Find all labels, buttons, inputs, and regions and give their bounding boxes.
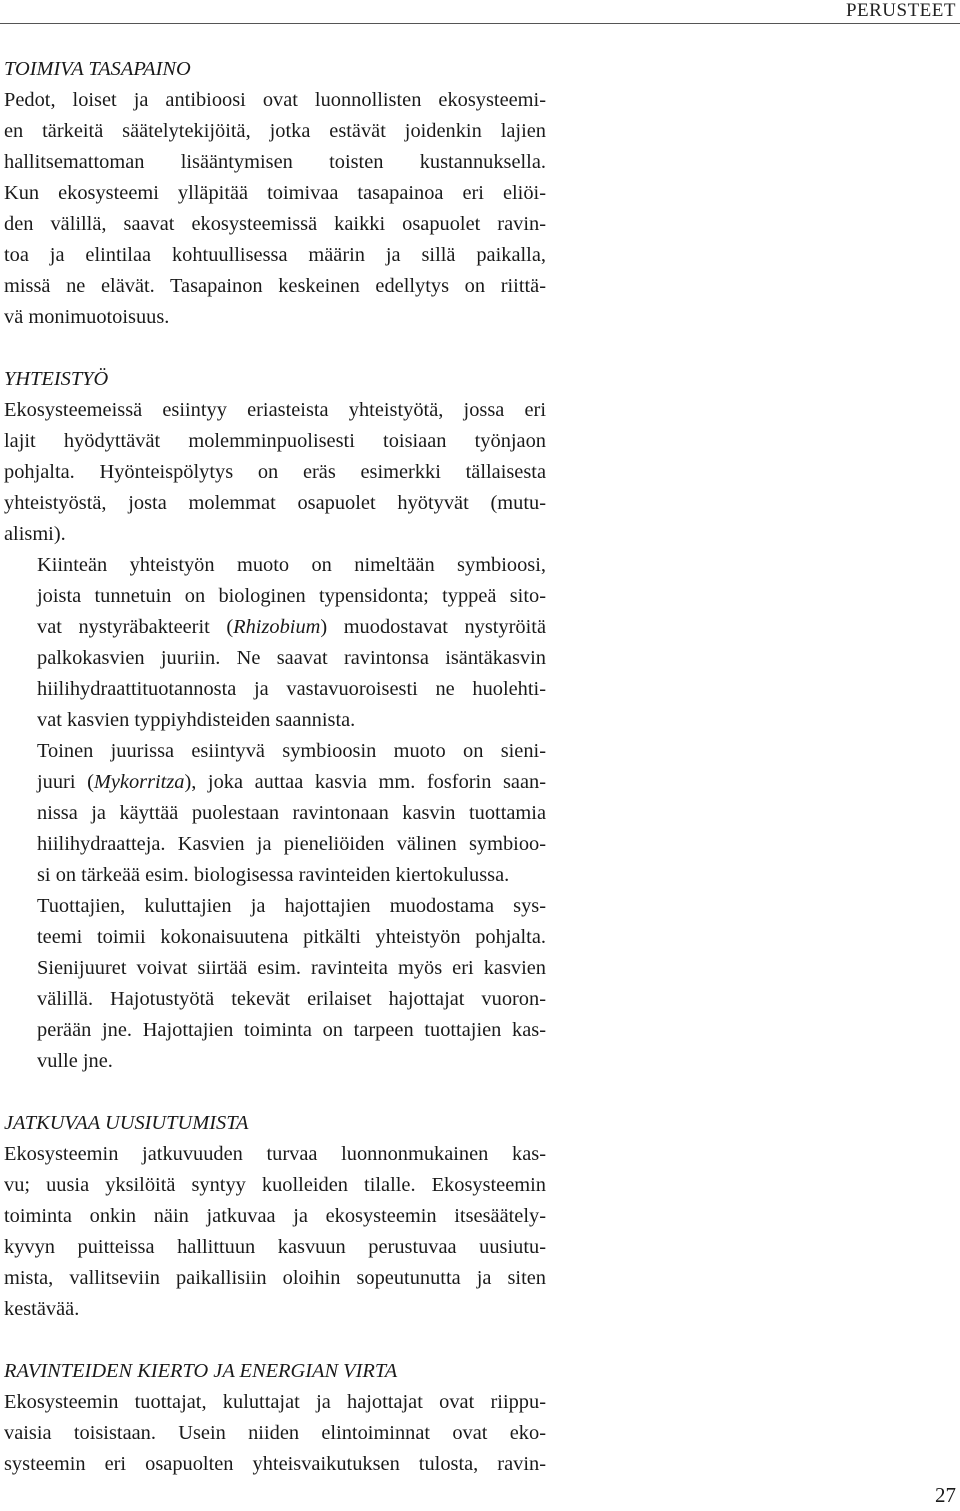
text-line: kyvyn puitteissa hallittuun kasvuun perustuvaa uusiutu- bbox=[4, 1236, 546, 1258]
text-line: Toinen juurissa esiintyvä symbioosin muoto on sieni- bbox=[37, 740, 546, 762]
text-line: vä monimuotoisuus. bbox=[4, 306, 170, 328]
text-line: hiilihydraattituotannosta ja vastavuoroisesti ne huolehti- bbox=[37, 678, 546, 700]
text-line: Kun ekosysteemi ylläpitää toimivaa tasapainoa eri eliöi- bbox=[4, 182, 546, 204]
text-line: lajit hyödyttävät molemminpuolisesti toisiaan työnjaon bbox=[4, 430, 546, 452]
paragraph bbox=[4, 1139, 546, 1325]
text-line: toa ja elintilaa kohtuullisessa määrin ja sillä paikalla, bbox=[4, 244, 546, 266]
text-line: mista, vallitseviin paikallisiin oloihin sopeutunutta ja siten bbox=[4, 1267, 546, 1289]
paragraph bbox=[4, 550, 546, 736]
text-line: systeemin eri osapuolten yhteisvaikutuksen tulosta, ravin- bbox=[4, 1453, 546, 1475]
text-line: si on tärkeää esim. biologisessa ravinteiden kiertokulussa. bbox=[37, 864, 510, 886]
header-rule bbox=[0, 23, 960, 24]
running-head: PERUSTEET bbox=[845, 0, 956, 21]
text-line: pohjalta. Hyönteispölytys on eräs esimerkki tällaisesta bbox=[4, 461, 546, 483]
text-line: perään jne. Hajottajien toiminta on tarpeen tuottajien kas- bbox=[37, 1019, 546, 1041]
text-line: vu; uusia yksilöitä syntyy kuolleiden tilalle. Ekosysteemin bbox=[4, 1174, 546, 1196]
text-line: Tuottajien, kuluttajien ja hajottajien muodostama sys- bbox=[37, 895, 546, 917]
section-heading: RAVINTEIDEN KIERTO JA ENERGIAN VIRTA bbox=[4, 1360, 398, 1382]
text-line: palkokasvien juuriin. Ne saavat ravintonsa isäntäkasvin bbox=[37, 647, 546, 669]
text-line: juuri (Mykorritza), joka auttaa kasvia mm. fosforin saan- bbox=[37, 771, 546, 793]
text-line: joista tunnetuin on biologinen typensidonta; typpeä sito- bbox=[37, 585, 546, 607]
text-line: vaisia toisistaan. Usein niiden elintoiminnat ovat eko- bbox=[4, 1422, 546, 1444]
text-line: yhteistyöstä, josta molemmat osapuolet hyötyvät (mutu- bbox=[4, 492, 546, 514]
text-line: vat nystyräbakteerit (Rhizobium) muodostavat nystyröitä bbox=[37, 616, 546, 638]
text-line: missä ne elävät. Tasapainon keskeinen edellytys on riittä- bbox=[4, 275, 546, 297]
section-heading: JATKUVAA UUSIUTUMISTA bbox=[4, 1112, 249, 1134]
paragraph bbox=[4, 1387, 546, 1480]
text-line: kestävää. bbox=[4, 1298, 80, 1320]
page-number: 27 bbox=[935, 1483, 956, 1507]
text-line: den välillä, saavat ekosysteemissä kaikki osapuolet ravin- bbox=[4, 213, 546, 235]
text-line: Ekosysteemin jatkuvuuden turvaa luonnonmukainen kas- bbox=[4, 1143, 546, 1165]
text-line: toiminta onkin näin jatkuvaa ja ekosysteemin itsesäätely- bbox=[4, 1205, 546, 1227]
section bbox=[4, 364, 546, 1077]
section-heading: YHTEISTYÖ bbox=[4, 368, 109, 390]
text-line: Sienijuuret voivat siirtää esim. ravinteita myös eri kasvien bbox=[37, 957, 546, 979]
text-line: Ekosysteemeissä esiintyy eriasteista yhteistyötä, jossa eri bbox=[4, 399, 546, 421]
paragraph bbox=[4, 395, 546, 550]
text-line: Kiinteän yhteistyön muoto on nimeltään symbioosi, bbox=[37, 554, 546, 576]
section-heading: TOIMIVA TASAPAINO bbox=[4, 58, 191, 80]
section bbox=[4, 54, 546, 333]
italic-term: Mykorritza bbox=[93, 771, 185, 793]
paragraph bbox=[4, 736, 546, 891]
text-line: vulle jne. bbox=[37, 1050, 113, 1072]
italic-term: Rhizobium bbox=[233, 616, 321, 638]
text-line: hallitsemattoman lisääntymisen toisten kustannuksella. bbox=[4, 151, 546, 173]
section bbox=[4, 1108, 546, 1325]
paragraph bbox=[4, 85, 546, 333]
text-column bbox=[4, 54, 546, 1480]
text-line: alismi). bbox=[4, 523, 66, 545]
text-line: en tärkeitä säätelytekijöitä, jotka estävät joidenkin lajien bbox=[4, 120, 546, 142]
text-line: välillä. Hajotustyötä tekevät erilaiset hajottajat vuoron- bbox=[37, 988, 546, 1010]
text-line: Ekosysteemin tuottajat, kuluttajat ja hajottajat ovat riippu- bbox=[4, 1391, 546, 1413]
text-line: Pedot, loiset ja antibioosi ovat luonnollisten ekosysteemi- bbox=[4, 89, 546, 111]
text-line: vat kasvien typpiyhdisteiden saannista. bbox=[37, 709, 356, 731]
paragraph bbox=[4, 891, 546, 1077]
section bbox=[4, 1356, 546, 1480]
text-line: hiilihydraatteja. Kasvien ja pieneliöiden välinen symbioo- bbox=[37, 833, 546, 855]
text-line: nissa ja käyttää puolestaan ravintonaan kasvin tuottamia bbox=[37, 802, 546, 824]
text-line: teemi toimii kokonaisuutena pitkälti yhteistyön pohjalta. bbox=[37, 926, 546, 948]
